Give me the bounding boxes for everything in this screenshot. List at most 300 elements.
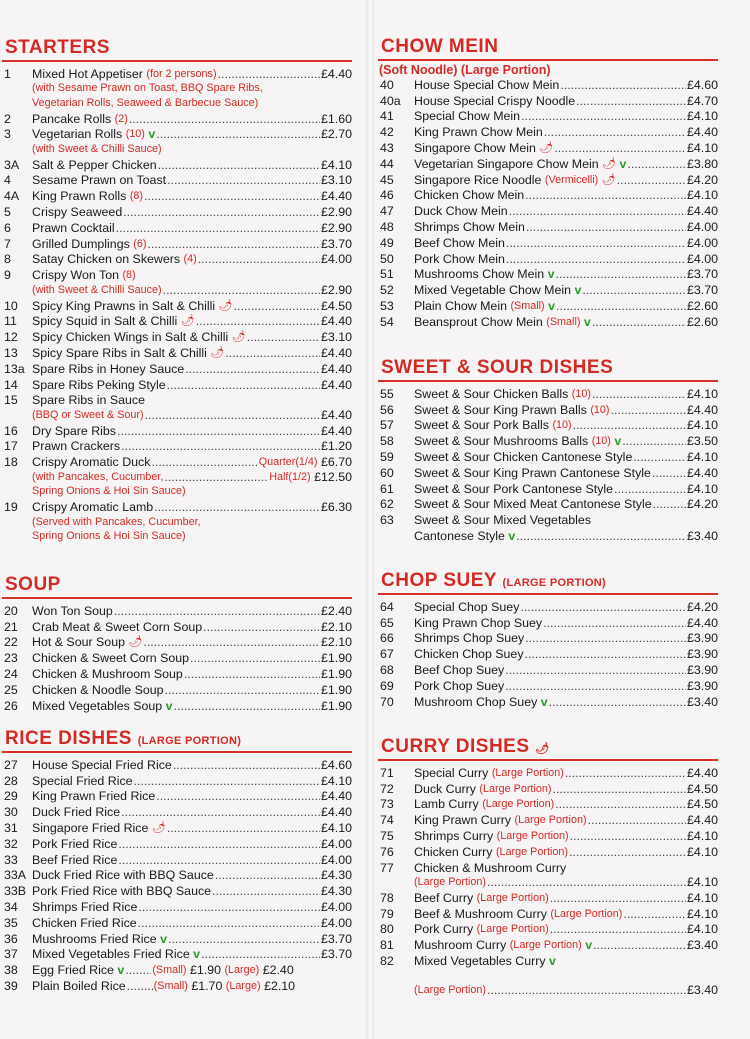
item-price: £2.90 <box>320 205 352 220</box>
item-price: £2.10 <box>320 635 352 650</box>
item-price: £4.10 <box>320 773 352 788</box>
item-price: £12.50 <box>314 469 352 484</box>
item-number: 55 <box>380 386 394 401</box>
curry-section <box>376 737 718 997</box>
menu-item <box>376 511 718 527</box>
leader-dots <box>526 220 686 234</box>
item-price: £4.10 <box>686 109 718 124</box>
menu-item <box>0 141 352 156</box>
leader-dots <box>121 805 320 819</box>
menu-item <box>0 867 352 883</box>
small-label: (Small) <box>152 964 187 977</box>
menu-item <box>0 422 352 438</box>
item-name: Crispy Seaweed <box>32 205 123 220</box>
item-number: 40 <box>380 77 394 92</box>
small-price: £1.90 <box>189 963 221 978</box>
item-price: £4.40 <box>320 423 352 438</box>
item-name: Pork Chow Mein <box>414 251 505 266</box>
leader-dots <box>185 362 320 376</box>
item-number: 48 <box>380 219 394 234</box>
item-name: Mixed Vegetables Curry <box>414 954 546 969</box>
item-name: Mixed Vegetable Chow Mein <box>414 283 572 298</box>
menu-item <box>0 360 352 376</box>
large-label: (Large) <box>224 964 260 977</box>
menu-item <box>376 952 718 968</box>
item-name: Spicy Squid in Salt & Chilli <box>32 314 178 329</box>
item-name: Beef Fried Rice <box>32 852 118 867</box>
item-note: (10) <box>591 435 611 448</box>
item-number: 7 <box>4 236 11 251</box>
leader-dots <box>247 330 320 344</box>
item-number: 14 <box>4 377 18 392</box>
menu-item <box>376 464 718 480</box>
item-price: £2.60 <box>686 314 718 329</box>
menu-item <box>376 202 718 218</box>
leader-dots <box>164 470 268 484</box>
section-title: RICE DISHES (LARGE PORTION) <box>5 728 242 749</box>
item-price: £4.40 <box>320 377 352 392</box>
item-number: 67 <box>380 647 394 662</box>
item-number: 77 <box>380 860 394 875</box>
item-price: £4.20 <box>686 497 718 512</box>
menu-item <box>0 946 352 962</box>
menu-item <box>376 968 718 983</box>
item-name: Chicken & Mushroom Soup <box>32 666 183 681</box>
leader-dots <box>201 947 320 961</box>
chili-icon: 🌶 <box>535 743 550 755</box>
item-number: 15 <box>4 393 18 408</box>
item-number: 43 <box>380 140 394 155</box>
chili-icon: 🌶 <box>539 141 554 154</box>
menu-item <box>376 796 718 812</box>
item-price: £3.90 <box>686 678 718 693</box>
item-number: 73 <box>380 797 394 812</box>
leader-dots <box>505 679 686 693</box>
item-number: 5 <box>4 205 11 220</box>
item-number: 13 <box>4 345 18 360</box>
menu-item <box>376 614 718 630</box>
item-number: 19 <box>4 500 18 515</box>
item-price: £4.10 <box>686 844 718 859</box>
item-number: 51 <box>380 267 394 282</box>
chili-icon: 🌶 <box>231 331 246 344</box>
item-price: £2.40 <box>320 603 352 618</box>
menu-item <box>0 219 352 235</box>
item-name: Chicken & Mushroom Curry <box>414 860 567 875</box>
sweetsour-heading <box>378 358 718 382</box>
item-price: £3.70 <box>320 931 352 946</box>
section-title: SWEET & SOUR DISHES <box>381 357 614 378</box>
item-price: £3.40 <box>686 983 718 998</box>
item-number: 42 <box>380 125 394 140</box>
item-name: Dry Spare Ribs <box>32 423 117 438</box>
item-price: £4.40 <box>686 204 718 219</box>
item-name: Special Fried Rice <box>32 773 133 788</box>
leader-dots <box>592 387 686 401</box>
chili-icon: 🌶 <box>151 821 166 834</box>
section-title: STARTERS <box>5 37 110 58</box>
leader-dots <box>544 125 686 139</box>
item-name: Plain Chow Mein <box>414 298 507 313</box>
leader-dots <box>151 455 257 469</box>
menu-item <box>0 498 352 514</box>
leader-dots <box>565 766 686 780</box>
item-name: Sweet & Sour Chicken Balls <box>414 386 569 401</box>
vegetarian-icon: v <box>574 283 582 298</box>
item-name: King Prawn Chop Suey <box>414 615 543 630</box>
item-name: Mushrooms Chow Mein <box>414 267 545 282</box>
item-name: Mushroom Chop Suey <box>414 694 538 709</box>
chili-icon: 🌶 <box>180 315 195 328</box>
menu-item <box>0 634 352 650</box>
menu-item <box>0 297 352 313</box>
item-price: £4.10 <box>686 140 718 155</box>
leader-dots <box>163 283 320 297</box>
item-number: 70 <box>380 694 394 709</box>
item-number: 47 <box>380 204 394 219</box>
leader-dots <box>129 112 320 126</box>
leader-dots <box>588 813 686 827</box>
sweetsour-section <box>376 358 718 543</box>
vegetarian-icon: v <box>549 954 556 969</box>
item-price: £4.10 <box>320 820 352 835</box>
menu-item <box>0 110 352 126</box>
item-number: 28 <box>4 773 18 788</box>
item-number: 4 <box>4 173 11 188</box>
item-number: 49 <box>380 235 394 250</box>
menu-item <box>376 827 718 843</box>
vegetarian-icon: v <box>583 314 591 329</box>
item-name: Grilled Dumplings <box>32 236 130 251</box>
item-name: Chicken Chow Mein <box>414 188 525 203</box>
leader-dots <box>556 299 686 313</box>
item-number: 45 <box>380 172 394 187</box>
menu-item <box>376 630 718 646</box>
item-number: 38 <box>4 963 18 978</box>
item-note: (8) <box>122 269 136 282</box>
item-price: £4.00 <box>320 252 352 267</box>
menu-item <box>0 453 352 469</box>
item-note: (Large Portion) <box>495 845 568 858</box>
item-note: (Large Portion) <box>476 891 549 904</box>
menu-item <box>0 602 352 618</box>
item-name: Duck Fried Rice with BBQ Sauce <box>32 868 214 883</box>
item-number: 40a <box>380 93 401 108</box>
item-price: £3.90 <box>686 662 718 677</box>
menu-item <box>0 882 352 898</box>
item-note: (2) <box>114 112 128 125</box>
leader-dots <box>144 189 320 203</box>
item-number: 44 <box>380 156 394 171</box>
item-number: 61 <box>380 481 394 496</box>
item-price: £4.10 <box>686 922 718 937</box>
menu-item <box>376 693 718 709</box>
item-name: Beef Curry <box>414 890 474 905</box>
leader-dots <box>506 236 686 250</box>
item-name: Lamb Curry <box>414 797 479 812</box>
item-number: 8 <box>4 252 11 267</box>
leader-dots <box>549 695 686 709</box>
menu-item <box>376 218 718 234</box>
item-price: £4.40 <box>320 345 352 360</box>
chowmein-section <box>376 37 718 329</box>
item-name: King Prawn Rolls <box>32 189 127 204</box>
leader-dots <box>158 158 320 172</box>
item-number: 25 <box>4 682 18 697</box>
item-number: 68 <box>380 662 394 677</box>
item-price: £2.10 <box>264 978 296 993</box>
leader-dots <box>550 922 686 936</box>
item-name: Plain Boiled Rice <box>32 978 126 993</box>
item-description: (with Sweet & Chilli Sauce) <box>32 142 162 155</box>
leader-dots <box>147 237 320 251</box>
menu-item <box>0 282 352 297</box>
item-price: £4.00 <box>320 836 352 851</box>
menu-item <box>376 281 718 297</box>
item-note: (Vermicelli) <box>544 173 599 186</box>
item-note: (Large Portion) <box>482 798 555 811</box>
item-price: £3.50 <box>686 434 718 449</box>
item-number: 75 <box>380 828 394 843</box>
item-price: £4.40 <box>686 615 718 630</box>
item-number: 62 <box>380 497 394 512</box>
item-price: £4.10 <box>686 418 718 433</box>
leader-dots <box>516 529 686 543</box>
leader-dots <box>127 979 153 993</box>
item-name: Shrimps Chow Mein <box>414 219 525 234</box>
menu-item <box>0 681 352 697</box>
leader-dots <box>190 651 320 665</box>
vegetarian-icon: v <box>193 947 201 962</box>
item-name: Duck Chow Mein <box>414 204 508 219</box>
leader-dots <box>560 78 686 92</box>
item-name: Sweet & Sour Pork Cantonese Style <box>414 481 614 496</box>
item-name: Spicy Spare Ribs in Salt & Chilli <box>32 345 207 360</box>
item-name: Won Ton Soup <box>32 603 113 618</box>
item-name: Sesame Prawn on Toast <box>32 173 167 188</box>
item-name: Beansprout Chow Mein <box>414 314 543 329</box>
leader-dots <box>555 797 686 811</box>
item-name: Singapore Chow Mein <box>414 140 536 155</box>
item-name: House Special Crispy Noodle <box>414 93 576 108</box>
leader-dots <box>215 868 320 882</box>
item-price: £4.40 <box>320 189 352 204</box>
item-number: 65 <box>380 615 394 630</box>
item-number: 11 <box>4 314 17 329</box>
leader-dots <box>521 109 686 123</box>
menu-item <box>0 961 352 977</box>
item-name: Mushroom Curry <box>414 938 507 953</box>
item-price: £4.40 <box>686 465 718 480</box>
menu-item <box>376 92 718 108</box>
leader-dots <box>168 932 320 946</box>
leader-dots <box>196 314 320 328</box>
item-price: £3.70 <box>686 283 718 298</box>
menu-item <box>0 469 352 484</box>
item-name: House Special Chow Mein <box>414 77 560 92</box>
leader-dots <box>212 884 320 898</box>
item-name: Chicken Chop Suey <box>414 647 524 662</box>
menu-item <box>0 65 352 81</box>
menu-item <box>376 448 718 464</box>
item-note: (Large Portion) <box>509 939 582 952</box>
soup-heading <box>2 575 352 599</box>
item-price: £4.10 <box>686 828 718 843</box>
menu-item <box>0 772 352 788</box>
item-price: £4.10 <box>686 449 718 464</box>
menu-item <box>376 936 718 952</box>
item-name: Vegetarian Singapore Chow Mein <box>414 156 599 171</box>
menu-item <box>0 376 352 392</box>
item-number: 63 <box>380 513 394 528</box>
item-number: 50 <box>380 251 394 266</box>
leader-dots <box>633 450 686 464</box>
item-number: 58 <box>380 434 394 449</box>
small-price: £1.70 <box>191 978 223 993</box>
item-name: Salt & Pepper Chicken <box>32 157 157 172</box>
item-price: £4.10 <box>686 188 718 203</box>
menu-item <box>0 697 352 713</box>
menu-item <box>376 875 718 890</box>
item-name: Singapore Rice Noodle <box>414 172 542 187</box>
vegetarian-icon: v <box>508 528 516 543</box>
section-title: CURRY DISHES 🌶 <box>381 736 550 757</box>
menu-item <box>0 898 352 914</box>
leader-dots <box>123 205 320 219</box>
menu-item <box>376 645 718 661</box>
leader-dots <box>614 482 686 496</box>
leader-dots <box>569 845 686 859</box>
menu-item <box>376 859 718 875</box>
starters-section <box>0 38 352 543</box>
item-number: 80 <box>380 922 394 937</box>
menu-item <box>0 756 352 772</box>
item-description: (BBQ or Sweet & Sour) <box>32 408 144 421</box>
item-name: Shrimps Chop Suey <box>414 631 525 646</box>
chili-icon: 🌶 <box>128 636 143 649</box>
item-price: £2.10 <box>320 619 352 634</box>
menu-item <box>0 665 352 681</box>
item-name: Hot & Sour Soup <box>32 635 125 650</box>
leader-dots <box>118 837 320 851</box>
leader-dots <box>505 663 686 677</box>
item-price: £3.70 <box>686 267 718 282</box>
item-price: £1.20 <box>320 439 352 454</box>
item-description: Spring Onions & Hoi Sin Sauce) <box>32 485 186 498</box>
item-name: Pork Fried Rice <box>32 836 118 851</box>
item-name: King Prawn Curry <box>414 813 512 828</box>
item-price: £4.40 <box>320 789 352 804</box>
item-name: Spare Ribs in Sauce <box>32 393 145 408</box>
item-number: 79 <box>380 906 394 921</box>
leader-dots <box>117 424 320 438</box>
leader-dots <box>154 500 320 514</box>
item-price: £1.60 <box>320 111 352 126</box>
menu-item <box>376 139 718 155</box>
item-name: Duck Fried Rice <box>32 805 121 820</box>
menu-item <box>0 819 352 835</box>
item-price: £4.50 <box>686 781 718 796</box>
item-name: Chicken Fried Rice <box>32 915 137 930</box>
leader-dots <box>116 221 320 235</box>
item-note: (6) <box>133 237 147 250</box>
menu-item <box>0 484 352 499</box>
item-number: 57 <box>380 418 394 433</box>
item-price: £4.40 <box>686 125 718 140</box>
item-description: (with Pancakes, Cucumber, <box>32 470 164 483</box>
item-number: 29 <box>4 789 18 804</box>
paper-fold <box>366 0 374 1039</box>
chili-icon: 🌶 <box>218 299 233 312</box>
item-number: 72 <box>380 781 394 796</box>
item-price: £4.60 <box>686 77 718 92</box>
item-name: Mixed Vegetables Soup <box>32 698 163 713</box>
leader-dots <box>525 647 686 661</box>
item-price: £4.10 <box>686 906 718 921</box>
item-price: £4.50 <box>320 298 352 313</box>
leader-dots <box>138 916 320 930</box>
menu-item <box>0 392 352 408</box>
chopsuey-heading <box>378 571 718 595</box>
item-price: £4.00 <box>686 251 718 266</box>
item-name: Prawn Crackers <box>32 439 121 454</box>
item-price: £3.40 <box>686 938 718 953</box>
item-number: 23 <box>4 651 18 666</box>
item-name: Spare Ribs Peking Style <box>32 377 166 392</box>
menu-item <box>376 250 718 266</box>
item-number: 32 <box>4 836 18 851</box>
leader-dots <box>167 378 320 392</box>
item-note: (10) <box>571 387 591 400</box>
menu-item <box>0 81 352 96</box>
leader-dots <box>653 497 686 511</box>
item-price: £3.10 <box>320 173 352 188</box>
item-name: King Prawn Fried Rice <box>32 789 156 804</box>
leader-dots <box>550 891 686 905</box>
portion-size: Half(1/2) <box>269 470 311 483</box>
item-name: Spare Ribs in Honey Sauce <box>32 361 185 376</box>
menu-item <box>376 921 718 937</box>
item-price: £4.00 <box>320 915 352 930</box>
item-price: £3.40 <box>686 528 718 543</box>
item-note: (Large Portion) <box>550 907 623 920</box>
menu-item <box>0 344 352 360</box>
menu-item <box>0 851 352 867</box>
item-price: £2.60 <box>686 298 718 313</box>
leader-dots <box>234 299 320 313</box>
leader-dots <box>487 983 686 997</box>
menu-item <box>376 764 718 780</box>
item-number: 10 <box>4 298 18 313</box>
item-price: £2.40 <box>262 963 294 978</box>
item-number: 66 <box>380 631 394 646</box>
item-number: 46 <box>380 188 394 203</box>
item-name: Sweet & Sour Mushrooms Balls <box>414 434 589 449</box>
item-name: Sweet & Sour Mixed Meat Cantonese Style <box>414 497 652 512</box>
item-note: (Large Portion) <box>491 766 564 779</box>
item-name: Sweet & Sour King Prawn Cantonese Style <box>414 465 651 480</box>
leader-dots <box>143 635 320 649</box>
menu-item <box>376 123 718 139</box>
item-price: £3.70 <box>320 947 352 962</box>
vegetarian-icon: v <box>614 434 622 449</box>
item-number: 18 <box>4 455 18 470</box>
item-name: Special Curry <box>414 765 489 780</box>
menu-item <box>376 76 718 92</box>
item-number: 54 <box>380 314 394 329</box>
menu-item <box>0 172 352 188</box>
item-note: (Large Portion) <box>476 923 549 936</box>
